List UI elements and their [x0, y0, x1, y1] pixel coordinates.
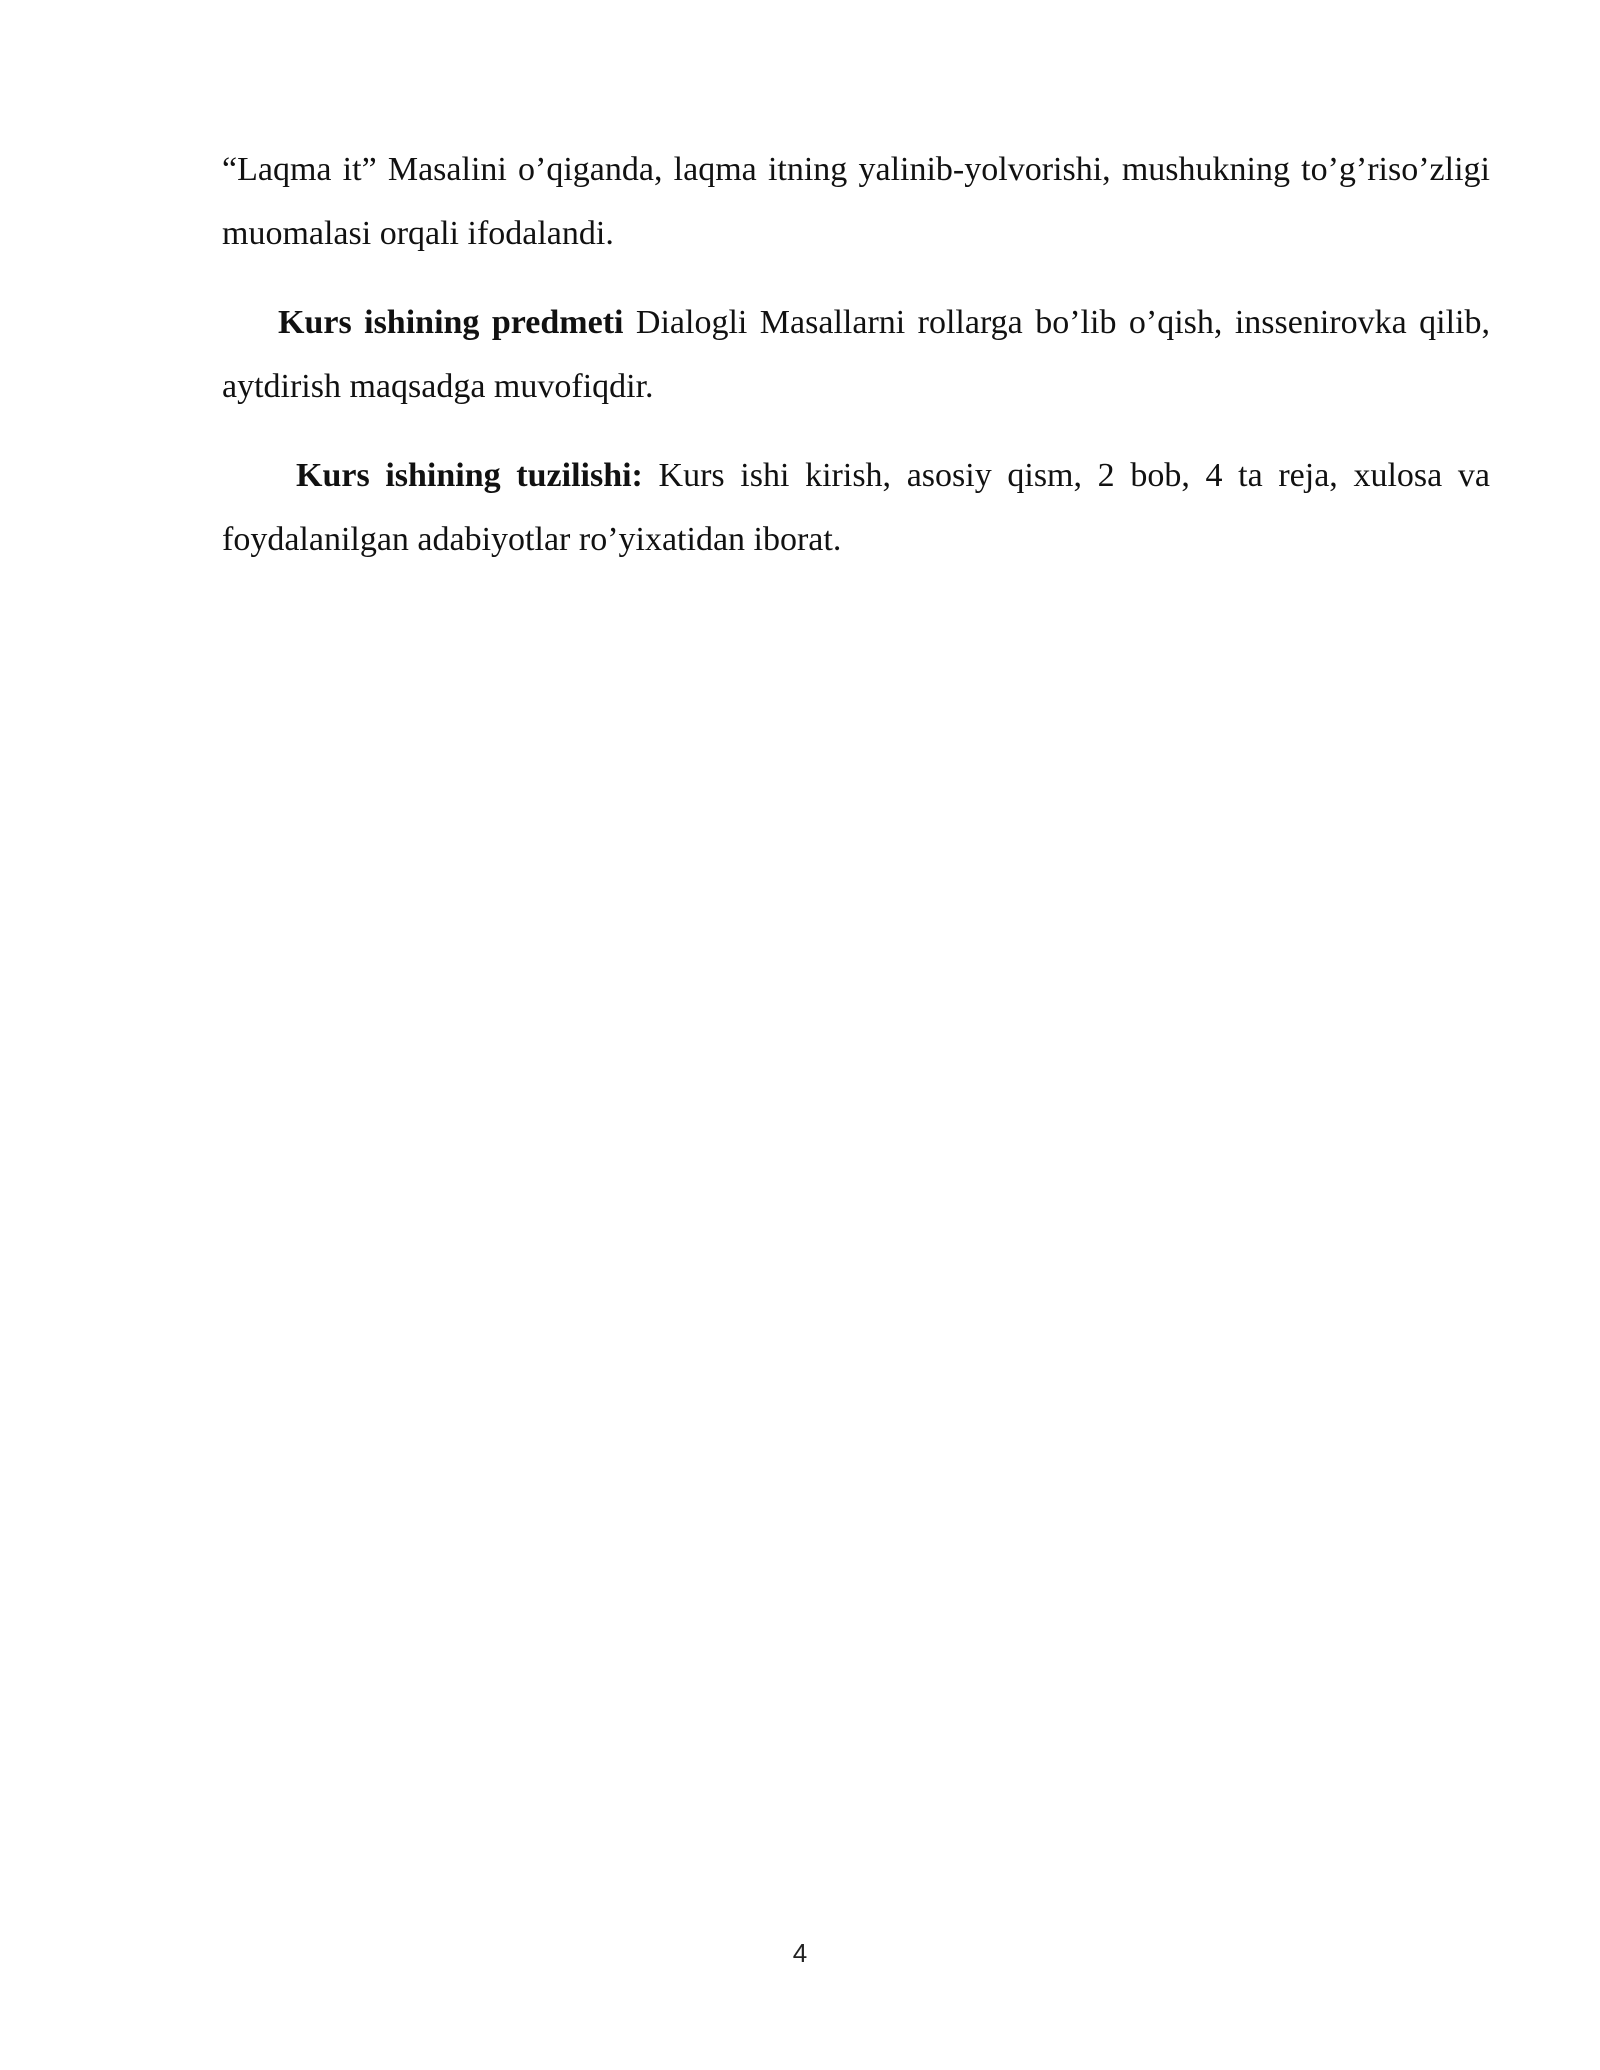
paragraph-text: “Laqma it” Masalini o’qiganda, laqma itning yalinib-yolvorishi, mushukning to’g’riso’zligi muomalasi orqali ifodalandi. [222, 151, 1490, 252]
paragraph-laqma-it [222, 138, 1490, 266]
paragraph-text: Kurs ishi kirish, asosiy qism, 2 bob, 4 ta reja, xulosa va foydalanilgan adabiyotlar ro’yixatidan iborat. [222, 457, 1490, 558]
paragraph-lead-predmeti: Kurs ishining predmeti [278, 304, 624, 341]
paragraph-kurs-predmeti [222, 291, 1490, 419]
page-number: 4 [792, 1938, 808, 1968]
paragraph-text: Dialogli Masallarni rollarga bo’lib o’qish, inssenirovka qilib, aytdirish maqsadga muvofiqdir. [222, 304, 1491, 405]
paragraph-kurs-tuzilishi [222, 444, 1490, 572]
paragraph-lead-tuzilishi: Kurs ishining tuzilishi: [296, 457, 643, 494]
